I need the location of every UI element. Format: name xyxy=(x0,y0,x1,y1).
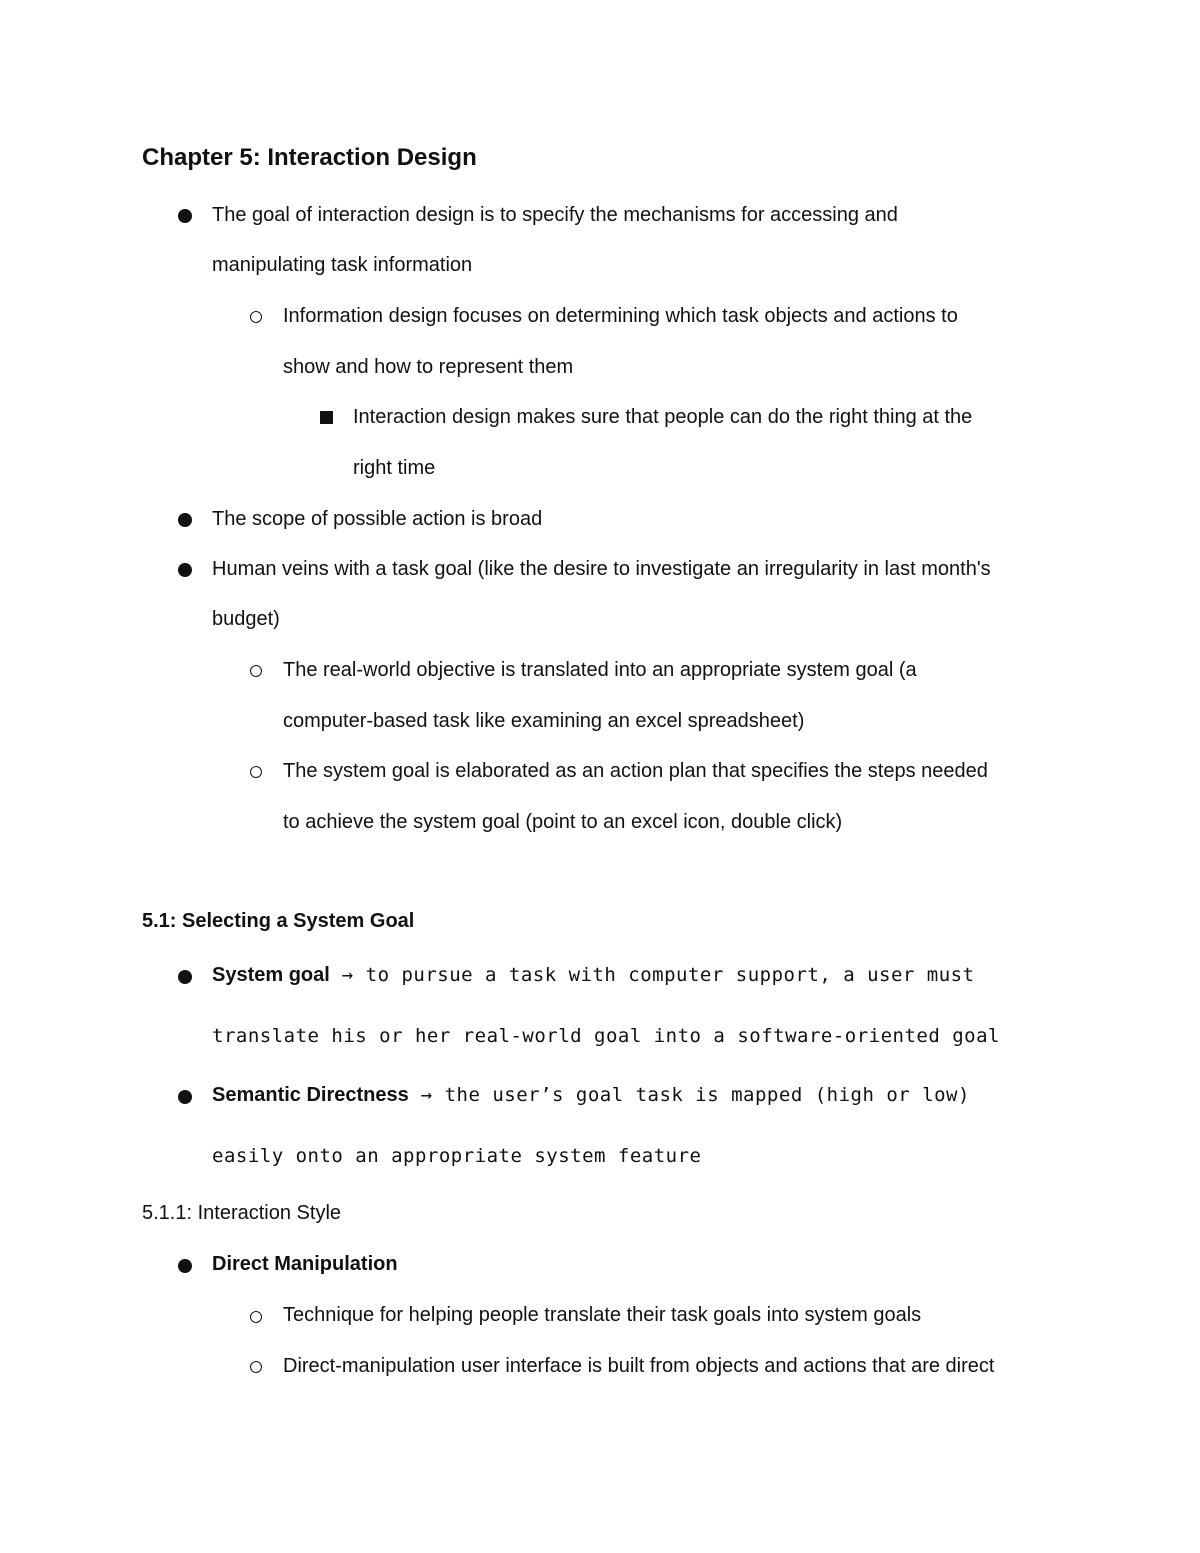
bullet-dot-icon xyxy=(178,563,192,577)
sub-sub-bullet-text-continued: right time xyxy=(353,457,436,479)
sub-bullet-text: The real-world objective is translated into an appropriate system goal (a xyxy=(283,659,917,681)
bullet-dot-icon xyxy=(178,1090,192,1104)
bullet-circle-icon xyxy=(250,1361,262,1373)
bullet-dot-icon xyxy=(178,1259,192,1273)
definition-line xyxy=(212,962,975,988)
section-heading: 5.1: Selecting a System Goal xyxy=(142,910,415,932)
sub-bullet-text: Information design focuses on determining which task objects and actions to xyxy=(283,305,958,327)
sub-bullet-text-continued: show and how to represent them xyxy=(283,356,574,378)
bullet-dot-icon xyxy=(178,209,192,223)
bullet-dot-icon xyxy=(178,513,192,527)
chapter-title: Chapter 5: Interaction Design xyxy=(142,144,477,171)
bullet-square-icon xyxy=(320,411,333,424)
definition-term: System goal xyxy=(212,964,330,986)
bullet-text: Human veins with a task goal (like the desire to investigate an irregularity in last month's xyxy=(212,558,991,580)
bullet-dot-icon xyxy=(178,970,192,984)
bullet-circle-icon xyxy=(250,311,262,323)
sub-bullet-text: The system goal is elaborated as an action plan that specifies the steps needed xyxy=(283,760,988,782)
sub-bullet-text: Direct-manipulation user interface is built from objects and actions that are direct xyxy=(283,1355,995,1377)
definition-text: → the user’s goal task is mapped (high or low) xyxy=(408,1084,970,1106)
bullet-circle-icon xyxy=(250,665,262,677)
bullet-circle-icon xyxy=(250,766,262,778)
bullet-text: The scope of possible action is broad xyxy=(212,508,543,530)
definition-term: Semantic Directness xyxy=(212,1084,409,1106)
definition-line xyxy=(212,1082,970,1108)
bullet-text: The goal of interaction design is to specify the mechanisms for accessing and xyxy=(212,204,898,226)
sub-bullet-text-continued: to achieve the system goal (point to an excel icon, double click) xyxy=(283,811,843,833)
sub-bullet-text: Technique for helping people translate their task goals into system goals xyxy=(283,1304,922,1326)
sub-sub-bullet-text: Interaction design makes sure that people can do the right thing at the xyxy=(353,406,973,428)
bullet-text-continued: budget) xyxy=(212,608,280,630)
bullet-text-continued: manipulating task information xyxy=(212,254,473,276)
bullet-circle-icon xyxy=(250,1311,262,1323)
bullet-term: Direct Manipulation xyxy=(212,1253,398,1275)
definition-text: → to pursue a task with computer support, a user must xyxy=(329,964,975,986)
definition-text-continued: translate his or her real-world goal into a software-oriented goal xyxy=(212,1025,1000,1047)
subsection-heading: 5.1.1: Interaction Style xyxy=(142,1202,342,1224)
sub-bullet-text-continued: computer-based task like examining an excel spreadsheet) xyxy=(283,710,805,732)
definition-text-continued: easily onto an appropriate system feature xyxy=(212,1145,702,1167)
